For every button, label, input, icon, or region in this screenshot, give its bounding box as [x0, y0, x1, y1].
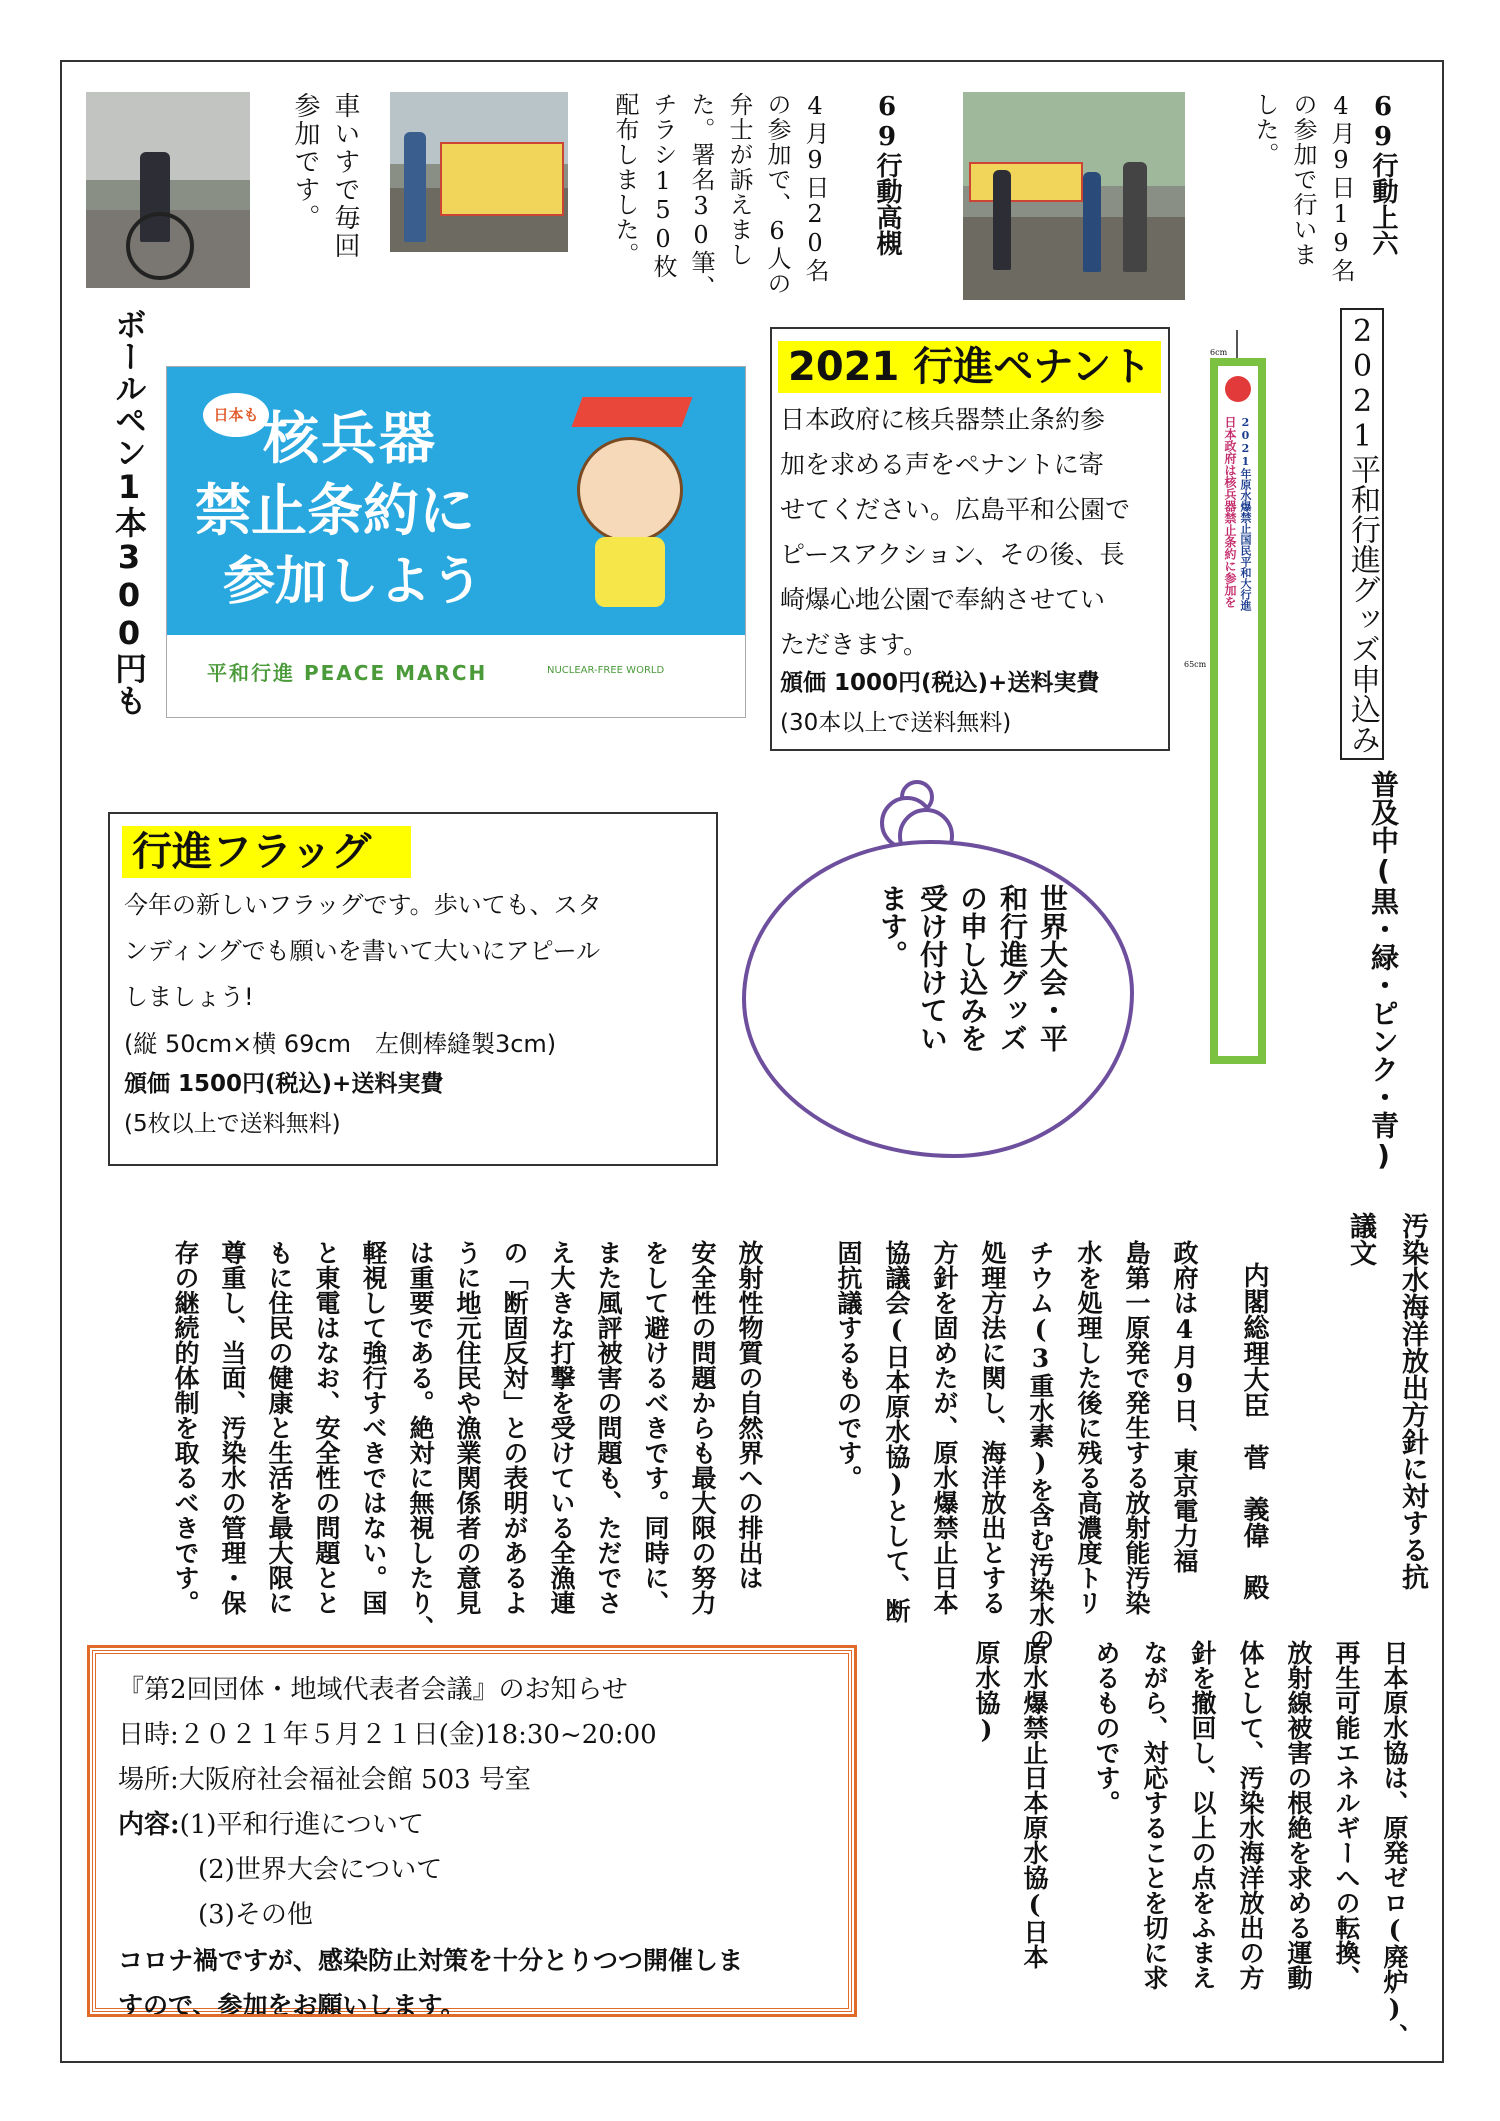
ballpen-text: ボールペン1本300円も — [110, 308, 148, 716]
pennant-box — [770, 327, 1170, 751]
poster-line-2: 禁止条約に — [195, 479, 475, 544]
poster-line-3: 参加しよう — [223, 552, 484, 612]
poster-girl-illustration — [557, 427, 707, 617]
kamiroku-title: 69行動上六 — [1368, 92, 1398, 256]
pennant-title: 2021 行進ペナント — [778, 341, 1161, 393]
flag-note: (5枚以上で送料無料) — [124, 1111, 341, 1137]
flag-price: 頒価 1500円(税込)+送料実費 — [124, 1071, 444, 1097]
protest-para-2: 放射性物質の自然界への排出は 安全性の問題からも最大限の努力 をして避けるべきです。同時に、 また風評被害の問題も、ただでさ え大きな打撃を受けている全漁連 の「断固反対」との表明があるよ うに地元住民や漁業関係者の意見 は重要である。絶対に無視したり、 軽視して強行すべきではない。国 と東電はなお、安全性の問題とと もに住民の健康と生活を最大限に 尊重し、当面、汚染水の管理・保 存の継続的体制を取るべきです。 — [171, 1240, 764, 1640]
takatsuki-title: 69行動高槻 — [872, 92, 902, 256]
protest-title: 汚染水海洋放出方針に対する抗 議文 — [1345, 1212, 1428, 1590]
protest-para-1: 政府は4月9日、東京電力福 島第一原発で発生する放射能汚染 水を処理した後に残る高濃度トリ チウム(3重水素)を含む汚染水の 処理方法に関し、海洋放出とする 方針を固めたが、原水爆禁止日本 協議会(日本原水協)として、断 固抗議するものです。 — [834, 1240, 1199, 1652]
notice-item-3: (3)その他 — [198, 1900, 313, 1930]
pennant-price: 頒価 1000円(税込)+送料実費 — [780, 670, 1100, 696]
poster-image — [166, 366, 746, 718]
protest-signature: 原水爆禁止日本原水協(日本 原水協) — [972, 1640, 1049, 1969]
kamiroku-body: 4月9日19名 の参加で行いま した。 — [1251, 92, 1355, 283]
poster-tag: 日本も — [203, 393, 269, 437]
notice-place: 場所:大阪府社会福祉会館 503 号室 — [118, 1765, 531, 1795]
pennant-text-2: 日本政府は核兵器禁止条約に参加を — [1223, 416, 1237, 608]
pennant-text-1: 2021年原水爆禁止国民平和大行進 — [1239, 416, 1252, 611]
flag-title: 行進フラッグ — [122, 826, 411, 878]
photo-kamiroku-action — [963, 92, 1185, 300]
notice-closing: コロナ禍ですが、感染防止対策を十分とりつつ開催しま すので、参加をお願いします。 — [118, 1946, 744, 2020]
protest-addressee: 内閣総理大臣 菅 義偉 殿 — [1239, 1262, 1269, 1600]
notice-content-row — [118, 1803, 826, 1848]
flag-box — [108, 812, 718, 1166]
pennant-width-label: 6cm — [1210, 348, 1228, 357]
pennant-note: (30本以上で送料無料) — [780, 710, 1012, 736]
pennant-emblem-icon — [1225, 376, 1251, 402]
notice-item-2: (2)世界大会について — [198, 1855, 443, 1885]
fukyu-text: 普及中(黒・緑・ピンク・青) — [1367, 770, 1400, 1172]
poster-footer-band — [167, 635, 745, 717]
flag-size: (縦 50cm×横 69cm 左側棒縫製3cm) — [124, 1030, 557, 1058]
photo-takatsuki-action — [390, 92, 568, 252]
notice-date: 日時:２０２１年５月２１日(金)18:30~20:00 — [118, 1720, 657, 1750]
pennant-image — [1210, 330, 1266, 1070]
pennant-body — [1210, 358, 1266, 1064]
takatsuki-body: 4月9日20名 の参加で、6人の 弁士が訴えまし た。署名30筆、 チラシ150枚 配布しました。 — [611, 92, 829, 300]
poster-line-1: 核兵器 — [263, 407, 437, 472]
notice-content-label: 内容: — [118, 1810, 180, 1840]
notice-title: 『第2回団体・地域代表者会議』のお知らせ — [118, 1675, 628, 1705]
wheelchair-text: 車いすで毎回 参加です。 — [290, 92, 360, 260]
wheelchair-shape — [126, 212, 194, 280]
flag-body: 今年の新しいフラッグです。歩いても、スタ ンディングでも願いを書いて大いにアピール しましょう! — [124, 891, 602, 1011]
notice-item-1: (1)平和行進について — [179, 1810, 424, 1840]
pennant-body: 日本政府に核兵器禁止条約参 加を求める声をペナントに寄 せてください。広島平和公園で ピースアクション、その後、長 崎爆心地公園で奉納させてい ただきます。 — [780, 405, 1131, 659]
meeting-notice — [92, 1650, 852, 2020]
goods-heading — [1340, 308, 1384, 760]
photo-wheelchair-participant — [86, 92, 250, 288]
protest-para-3: 日本原水協は、原発ゼロ(廃炉)、 再生可能エネルギーへの転換、 放射線被害の根絶を求める運動 体として、汚染水海洋放出の方 針を撤回し、以上の点をふまえ ながら、対応することを切に求 めるものです。 — [1092, 1640, 1409, 2048]
pennant-string — [1236, 330, 1238, 360]
cloud-text: 世界大会・平 和行進グッズ の申し込みを 受け付けてい ます。 — [876, 884, 1069, 1052]
poster-footer-small: NUCLEAR-FREE WORLD — [547, 665, 665, 676]
pennant-height-label: 65cm — [1184, 660, 1207, 669]
poster-footer: 平和行進 PEACE MARCH — [207, 661, 488, 685]
goods-heading-text: 2021平和行進グッズ申込み — [1345, 314, 1380, 754]
